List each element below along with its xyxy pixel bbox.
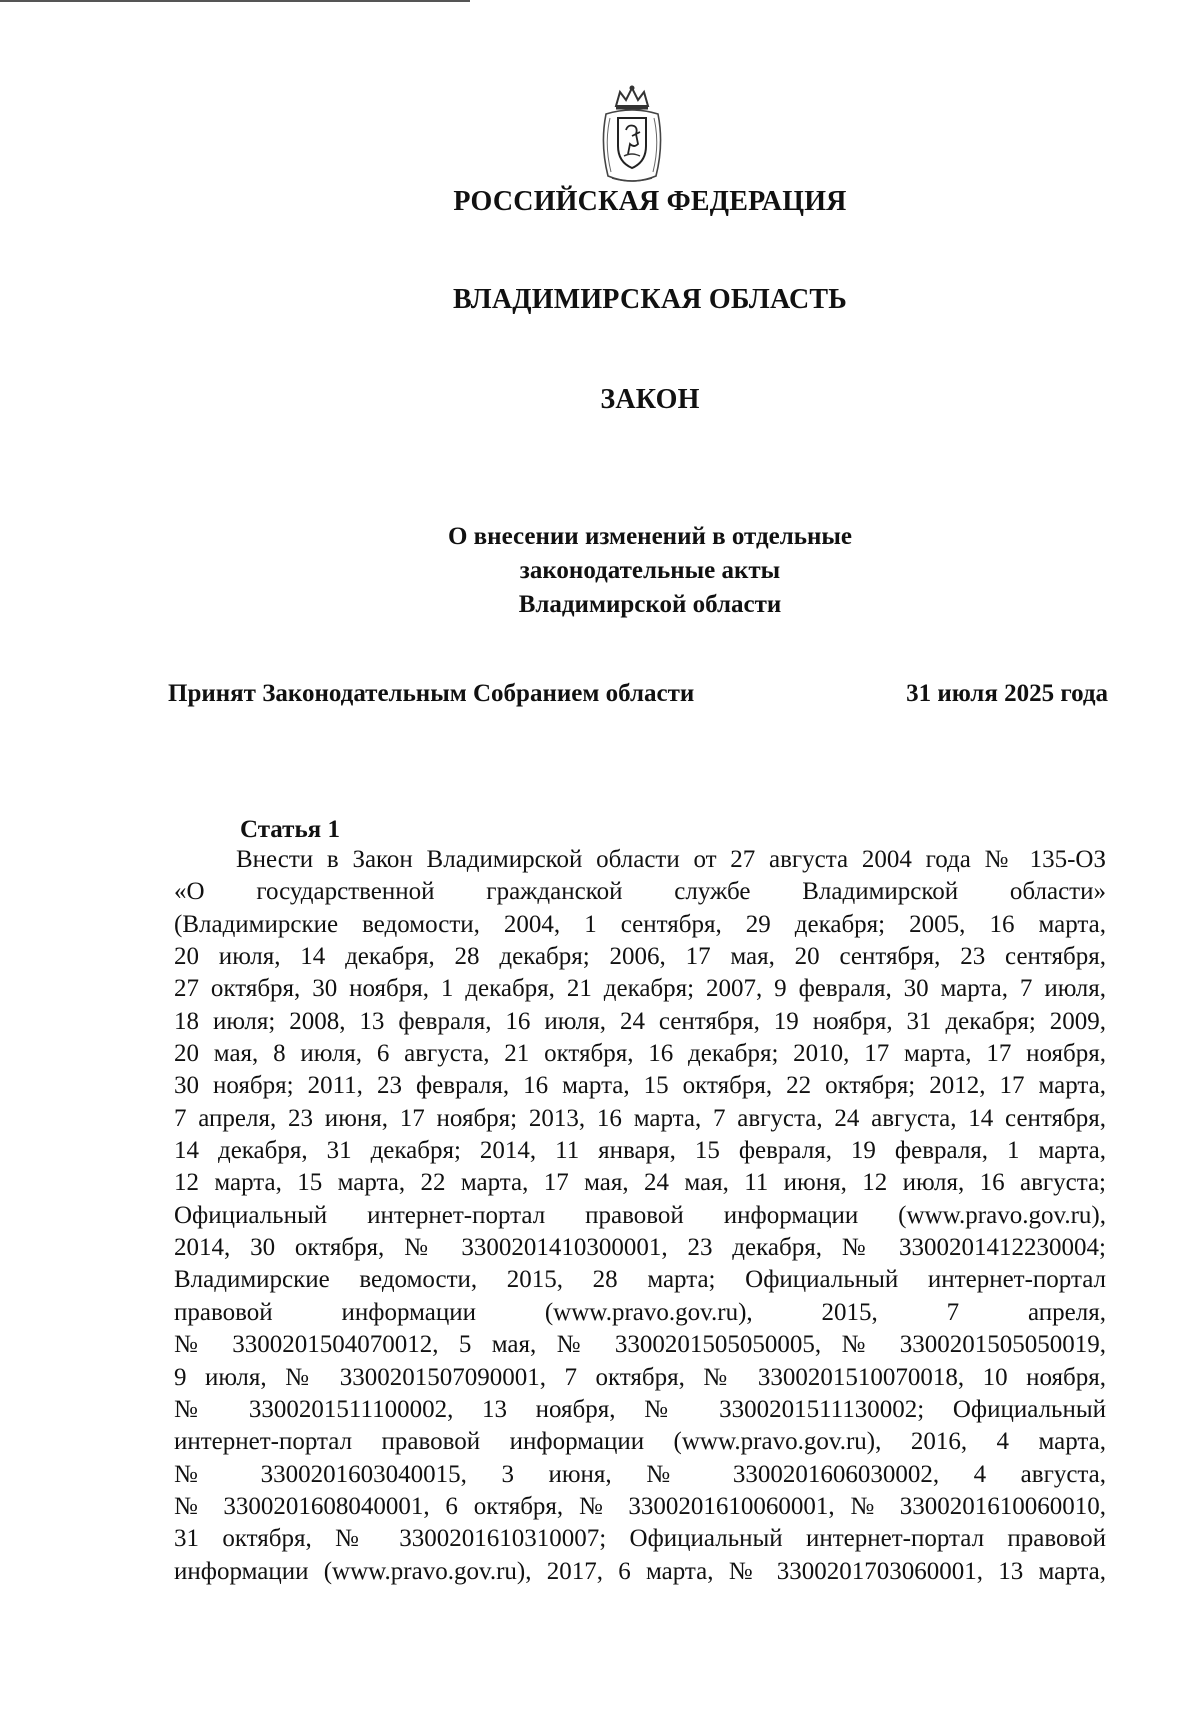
law-title-line: О внесении изменений в отдельные [447,523,853,550]
article-line: информации (www.pravo.gov.ru), 2017, 6 марта, № 3300201703060001, 13 марта, [174,1557,1106,1585]
law-title-line: законодательные акты [519,557,781,584]
article-heading: Статья 1 [240,816,340,843]
article-line: Внести в Закон Владимирской области от 27 августа 2004 года № 135-ОЗ [236,846,1106,873]
article-line: 27 октября, 30 ноября, 1 декабря, 21 декабря; 2007, 9 февраля, 30 марта, 7 июля, [174,975,1106,1003]
article-line: интернет-портал правовой информации (www.pravo.gov.ru), 2016, 4 марта, [174,1428,1106,1456]
article-line: 30 ноября; 2011, 23 февраля, 16 марта, 15 октября, 22 октября; 2012, 17 марта, [174,1072,1106,1100]
article-line: 20 июля, 14 декабря, 28 декабря; 2006, 17 мая, 20 сентября, 23 сентября, [174,943,1106,971]
article-line: № 3300201511100002, 13 ноября, № 3300201511130002; Официальный [174,1395,1106,1423]
scan-top-edge-line [0,0,470,2]
federation-heading: РОССИЙСКАЯ ФЕДЕРАЦИЯ [453,186,847,217]
law-title-line: Владимирской области [518,591,782,618]
article-body [174,844,1106,1588]
adoption-label: Принят Законодательным Собранием области [168,680,695,707]
article-line: (Владимирские ведомости, 2004, 1 сентября, 29 декабря; 2005, 16 марта, [174,910,1106,938]
article-line: № 3300201608040001, 6 октября, № 3300201610060001, № 3300201610060010, [174,1492,1106,1520]
coat-of-arms-emblem [598,84,666,186]
article-line: 14 декабря, 31 декабря; 2014, 11 января, 15 февраля, 19 февраля, 1 марта, [174,1137,1106,1165]
article-line: 2014, 30 октября, № 3300201410300001, 23 декабря, № 3300201412230004; [174,1234,1106,1262]
article-line: «О государственной гражданской службе Владимирской области» [174,878,1106,906]
article-line: 9 июля, № 3300201507090001, 7 октября, № 3300201510070018, 10 ноября, [174,1363,1106,1391]
article-line: 20 мая, 8 июля, 6 августа, 21 октября, 16 декабря; 2010, 17 марта, 17 ноября, [174,1040,1106,1068]
document-type-heading: ЗАКОН [600,384,700,415]
adoption-row [168,680,1108,716]
article-line: 18 июля; 2008, 13 февраля, 16 июля, 24 сентября, 19 ноября, 31 декабря; 2009, [174,1007,1106,1035]
region-heading: ВЛАДИМИРСКАЯ ОБЛАСТЬ [452,284,848,315]
article-line: 7 апреля, 23 июня, 17 ноября; 2013, 16 марта, 7 августа, 24 августа, 14 сентября, [174,1104,1106,1132]
article-line: № 3300201603040015, 3 июня, № 3300201606030002, 4 августа, [174,1460,1106,1488]
law-title [350,520,950,622]
adoption-date: 31 июля 2025 года [906,680,1108,707]
article-line: 12 марта, 15 марта, 22 марта, 17 мая, 24 мая, 11 июня, 12 июля, 16 августа; [174,1169,1106,1197]
article-line: Официальный интернет-портал правовой информации (www.pravo.gov.ru), [174,1201,1106,1229]
article-line: Владимирские ведомости, 2015, 28 марта; Официальный интернет-портал [174,1266,1106,1294]
article-line: правовой информации (www.pravo.gov.ru), 2015, 7 апреля, [174,1298,1106,1326]
article-line: № 3300201504070012, 5 мая, № 3300201505050005, № 3300201505050019, [174,1331,1106,1359]
article-line: 31 октября, № 3300201610310007; Официальный интернет-портал правовой [174,1525,1106,1553]
